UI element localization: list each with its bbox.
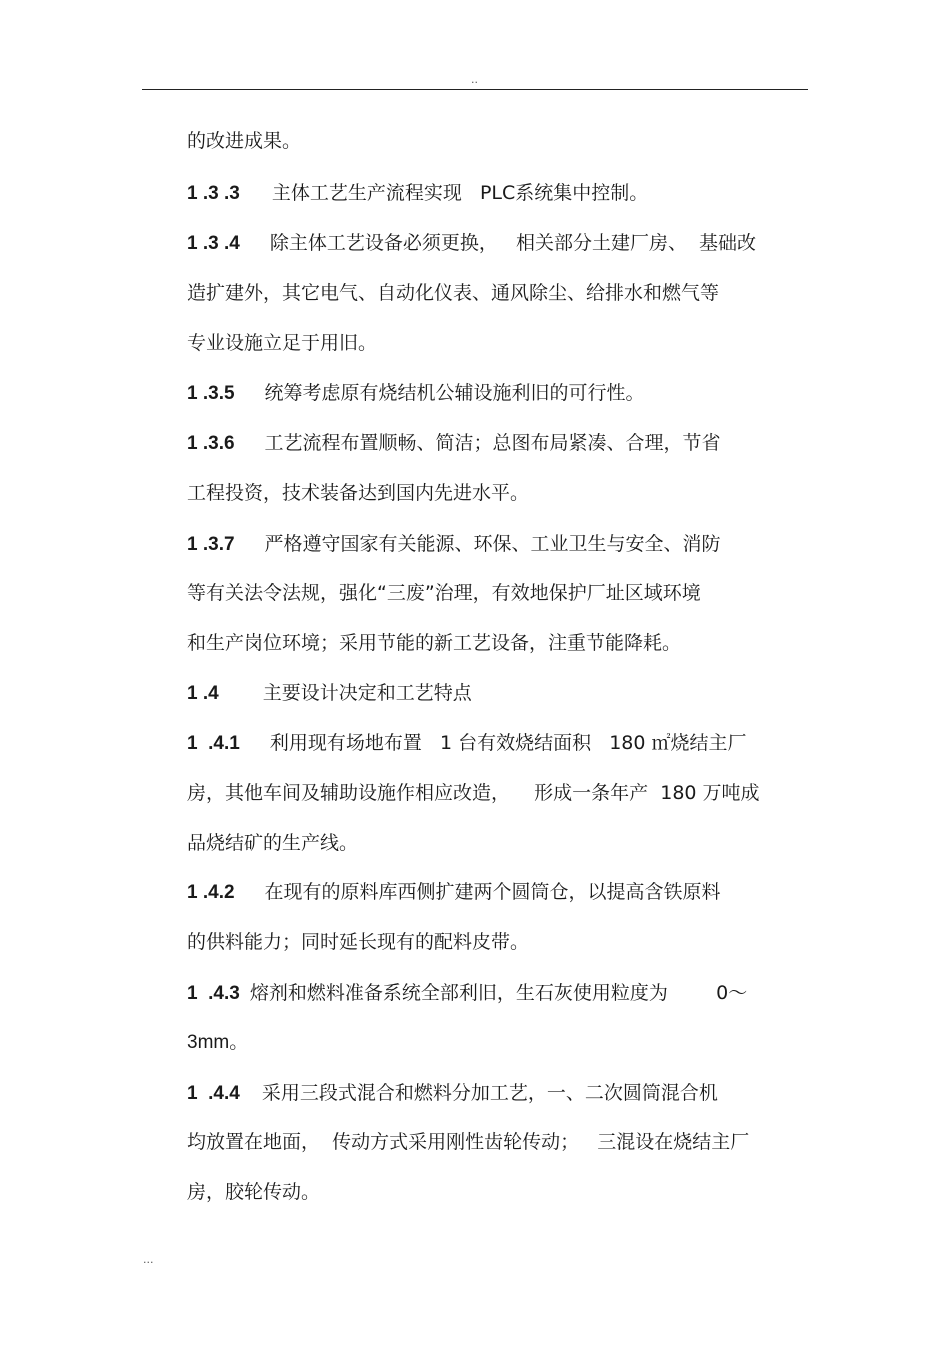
text-line: [187, 380, 645, 407]
text-line: [187, 1030, 248, 1056]
section-number: 1 .3.5: [187, 383, 235, 404]
line-text: 和生产岗位环境；采用节能的新工艺设备，注重节能降耗。: [187, 632, 682, 654]
line-text: 3mm。: [187, 1032, 249, 1053]
text-line: [187, 929, 529, 955]
line-text: 房，其他车间及辅助设施作相应改造， 形成一条年产 180 万吨成: [187, 782, 760, 804]
section-number: 1 .3 .4: [187, 233, 240, 254]
line-text: 均放置在地面， 传动方式采用刚性齿轮传动； 三混设在烧结主厂: [187, 1131, 750, 1153]
line-text: 采用三段式混合和燃料分加工艺，一、二次圆筒混合机: [261, 1082, 718, 1104]
page-header-mark: ..: [471, 73, 478, 86]
text-line: [187, 630, 681, 656]
text-line: [187, 430, 721, 457]
text-line: [187, 180, 648, 207]
line-text: 等有关法令法规，强化“三废”治理，有效地保护厂址区域环境: [187, 582, 701, 604]
section-number: 1 .3.7: [187, 534, 235, 555]
text-line: [187, 680, 472, 707]
text-line: [187, 980, 747, 1007]
line-text: 在现有的原料库西侧扩建两个圆筒仓，以提高含铁原料: [264, 881, 721, 903]
text-line: [187, 580, 701, 606]
line-text: 的供料能力；同时延长现有的配料皮带。: [187, 931, 530, 953]
text-line: [187, 879, 721, 906]
text-line: [187, 128, 301, 154]
line-text: 严格遵守国家有关能源、环保、工业卫生与安全、消防: [264, 533, 721, 555]
section-number: 1 .4.2: [187, 882, 235, 903]
text-line: [187, 780, 760, 806]
line-text: 利用现有场地布置 1 台有效烧结面积 180 ㎡烧结主厂: [269, 732, 747, 754]
section-number: 1 .3.6: [187, 433, 235, 454]
line-text: 的改进成果。: [187, 130, 302, 152]
line-text: 工艺流程布置顺畅、简洁；总图布局紧凑、合理，节省: [264, 432, 721, 454]
line-text: 专业设施立足于用旧。: [187, 332, 378, 354]
text-line: [187, 330, 377, 356]
text-line: [187, 1129, 749, 1155]
section-number: 1 .4.3: [187, 983, 240, 1004]
line-text: 房，胶轮传动。: [187, 1181, 321, 1203]
section-number: 1 .4.1: [187, 733, 240, 754]
text-line: [187, 280, 719, 306]
line-text: 造扩建外，其它电气、自动化仪表、通风除尘、给排水和燃气等: [187, 282, 720, 304]
line-text: 统筹考虑原有烧结机公辅设施利旧的可行性。: [264, 382, 645, 404]
text-line: [187, 1179, 320, 1205]
section-number: 1 .4: [187, 683, 219, 704]
line-text: 熔剂和燃料准备系统全部利旧，生石灰使用粒度为 0～: [249, 982, 748, 1004]
text-line: [187, 230, 756, 257]
text-line: [187, 1080, 718, 1107]
header-rule: [142, 89, 808, 90]
line-text: 品烧结矿的生产线。: [187, 832, 359, 854]
text-line: [187, 531, 721, 558]
section-number: 1 .3 .3: [187, 183, 240, 204]
line-text: 主体工艺生产流程实现 PLC系统集中控制。: [271, 182, 649, 204]
line-text: 工程投资，技术装备达到国内先进水平。: [187, 482, 530, 504]
line-text: 除主体工艺设备必须更换， 相关部分土建厂房、 基础改: [269, 232, 757, 254]
text-line: [187, 480, 529, 506]
page-footer-mark: ...: [143, 1253, 154, 1266]
line-text: 主要设计决定和工艺特点: [262, 682, 472, 704]
section-number: 1 .4.4: [187, 1083, 240, 1104]
text-line: [187, 730, 747, 757]
text-line: [187, 830, 358, 856]
